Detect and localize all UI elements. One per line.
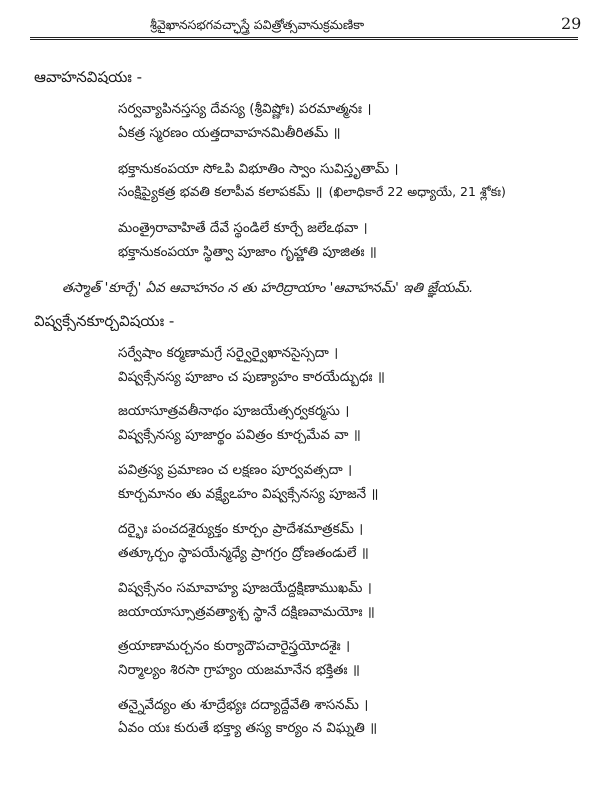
verse-line: త్రయాణామర్చనం కుర్యాదౌపచారైస్త్రయోదశైః । bbox=[118, 638, 351, 654]
verse-line: విష్వక్సేనస్య పూజాం చ పుణ్యాహం కారయేద్బుధః ॥ bbox=[118, 369, 385, 385]
section-heading-avahana: ఆవాహనవిషయః - bbox=[34, 68, 143, 86]
verse-line: దర్భైః పంచదశైర్యుక్తం కూర్చం ప్రాదేశమాత్రకమ్ । bbox=[118, 521, 364, 537]
verse-text: సంక్షిప్యైకత్ర భవతి కలాపీవ కలాపకమ్ ॥ bbox=[118, 184, 323, 200]
header-rule bbox=[30, 37, 578, 40]
verse-line: నిర్మాల్యం శిరసా గ్రాహ్యం యజమానేన భక్తితః ॥ bbox=[118, 662, 360, 678]
verse-line: భక్తానుకంపయా స్థిత్వా పూజాం గృహ్ణాతి పూజితః ॥ bbox=[118, 244, 377, 260]
verse-line: ఏకత్ర స్మరణం యత్తదావాహనమితీరితమ్ ॥ bbox=[118, 125, 341, 141]
verse-line: విష్వక్సేనస్య పూజార్థం పవిత్రం కూర్చమేవ వా ॥ bbox=[118, 427, 361, 443]
verse-line: తన్నైవేద్యం తు శూద్రేభ్యః దద్యాద్దేవేతి శాసనమ్ । bbox=[118, 697, 369, 713]
verse-line: కూర్చమానం తు వక్ష్యేఽహం విష్వక్సేనస్య పూజనే ॥ bbox=[118, 486, 379, 502]
verse-line bbox=[118, 184, 506, 203]
section-heading-vishvaksena: విష్వక్సేనకూర్చవిషయః - bbox=[34, 312, 175, 330]
verse-line: జయాసూత్రవతీనాథం పూజయేత్సర్వకర్మసు । bbox=[118, 403, 350, 419]
verse-line: సర్వేషాం కర్మణామగ్రే సర్వైర్వైఖానసైస్సదా । bbox=[118, 345, 339, 361]
verse-line: ఏవం యః కురుతే భక్త్యా తస్య కార్యం న విఘ్నతి ॥ bbox=[118, 720, 378, 736]
verse-line: జయాయాస్సూత్రవత్యాశ్చ స్థానే దక్షిణవామయోః ॥ bbox=[118, 604, 375, 620]
verse-line: విష్వక్సేనం సమావాహ్య పూజయేద్దక్షిణాముఖమ్ । bbox=[118, 580, 372, 596]
section-note: తస్మాత్ 'కూర్చే' ఏవ ఆవాహనం న తు హరిద్రాయాం 'ఆవాహనమ్' ఇతి జ్ఞేయమ్. bbox=[62, 280, 474, 296]
running-title: శ్రీవైఖానసభగవచ్ఛాస్త్రే పవిత్రోత్సవానుక్రమణికా bbox=[150, 17, 365, 32]
page-number: 29 bbox=[561, 14, 582, 33]
verse-line: పవిత్రస్య ప్రమాణం చ లక్షణం పూర్వవత్సదా । bbox=[118, 462, 353, 478]
verse-line: మంత్రైరావాహితే దేవే స్థండిలే కూర్చే జలేఽథవా । bbox=[118, 220, 368, 236]
verse-line: భక్తానుకంపయా సోఽపి విభూతిం స్వాం సువిస్తృతామ్ । bbox=[118, 161, 399, 177]
verse-line: తత్కూర్చం స్థాపయేన్మధ్యే ప్రాగగ్రం ద్రోణతండులే ॥ bbox=[118, 545, 369, 561]
verse-line: సర్వవ్యాపినస్తస్య దేవస్య (శ్రీవిష్ణోః) పరమాత్మనః । bbox=[118, 101, 372, 117]
verse-reference: (ఖిలాధికారే 22 అధ్యాయే, 21 శ్లోకః) bbox=[328, 184, 506, 199]
